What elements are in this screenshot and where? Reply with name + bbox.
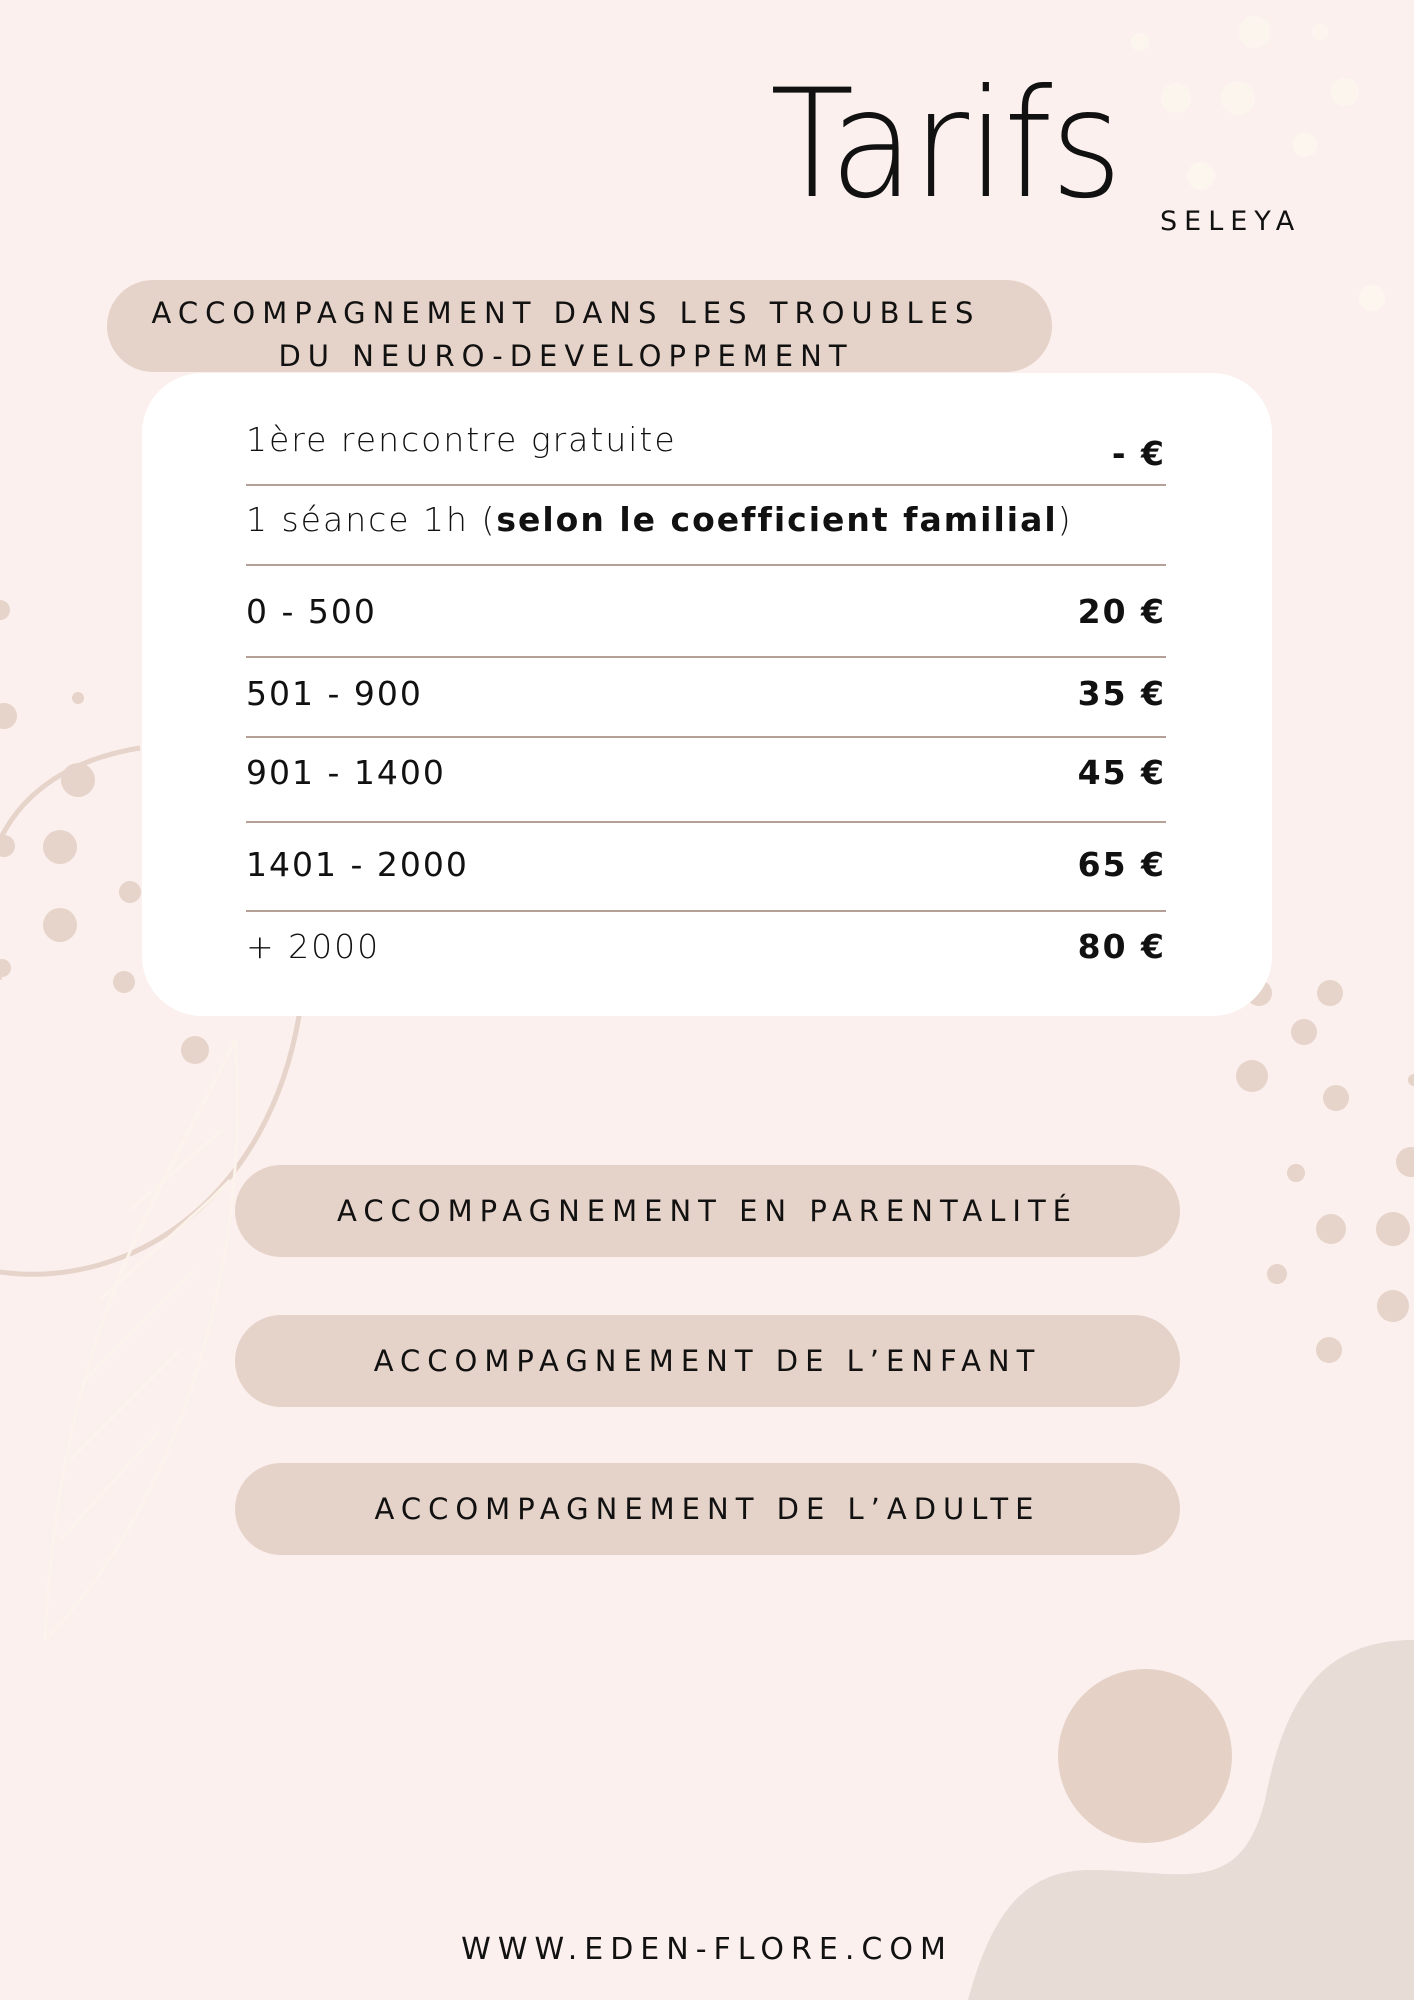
service-enfant: ACCOMPAGNEMENT DE L’ENFANT <box>235 1315 1180 1407</box>
session-label-suffix: ) <box>1057 500 1073 539</box>
income-range: 0 - 500 <box>246 592 377 631</box>
income-range: 901 - 1400 <box>246 753 446 792</box>
divider <box>246 484 1166 486</box>
website-link[interactable]: WWW.EDEN-FLORE.COM <box>461 1932 953 1967</box>
service-adulte: ACCOMPAGNEMENT DE L’ADULTE <box>235 1463 1180 1555</box>
income-range: 1401 - 2000 <box>246 845 469 884</box>
price-value: 65 € <box>1077 845 1166 884</box>
first-meeting-label: 1ère rencontre gratuite <box>246 420 677 459</box>
income-range: + 2000 <box>246 927 381 966</box>
brand-subtitle: SELEYA <box>1160 206 1302 237</box>
session-label-prefix: 1 séance 1h ( <box>246 500 497 539</box>
price-value: 80 € <box>1077 927 1166 966</box>
income-range: 501 - 900 <box>246 674 423 713</box>
section-header-line2: DU NEURO-DEVELOPPEMENT <box>278 339 854 373</box>
section-header <box>107 292 1025 378</box>
session-label-emphasis: selon le coefficient familial <box>496 500 1058 539</box>
price-value: 20 € <box>1077 592 1166 631</box>
divider <box>246 736 1166 738</box>
section-header-line1: ACCOMPAGNEMENT DANS LES TROUBLES <box>151 296 981 330</box>
divider <box>246 910 1166 912</box>
price-value: 45 € <box>1077 753 1166 792</box>
divider <box>246 656 1166 658</box>
service-parentalite: ACCOMPAGNEMENT EN PARENTALITÉ <box>235 1165 1180 1257</box>
session-label <box>246 500 1073 539</box>
divider <box>246 564 1166 566</box>
page-title: Tarifs <box>770 58 1121 232</box>
first-meeting-price: - € <box>1111 434 1166 473</box>
price-value: 35 € <box>1077 674 1166 713</box>
divider <box>246 821 1166 823</box>
